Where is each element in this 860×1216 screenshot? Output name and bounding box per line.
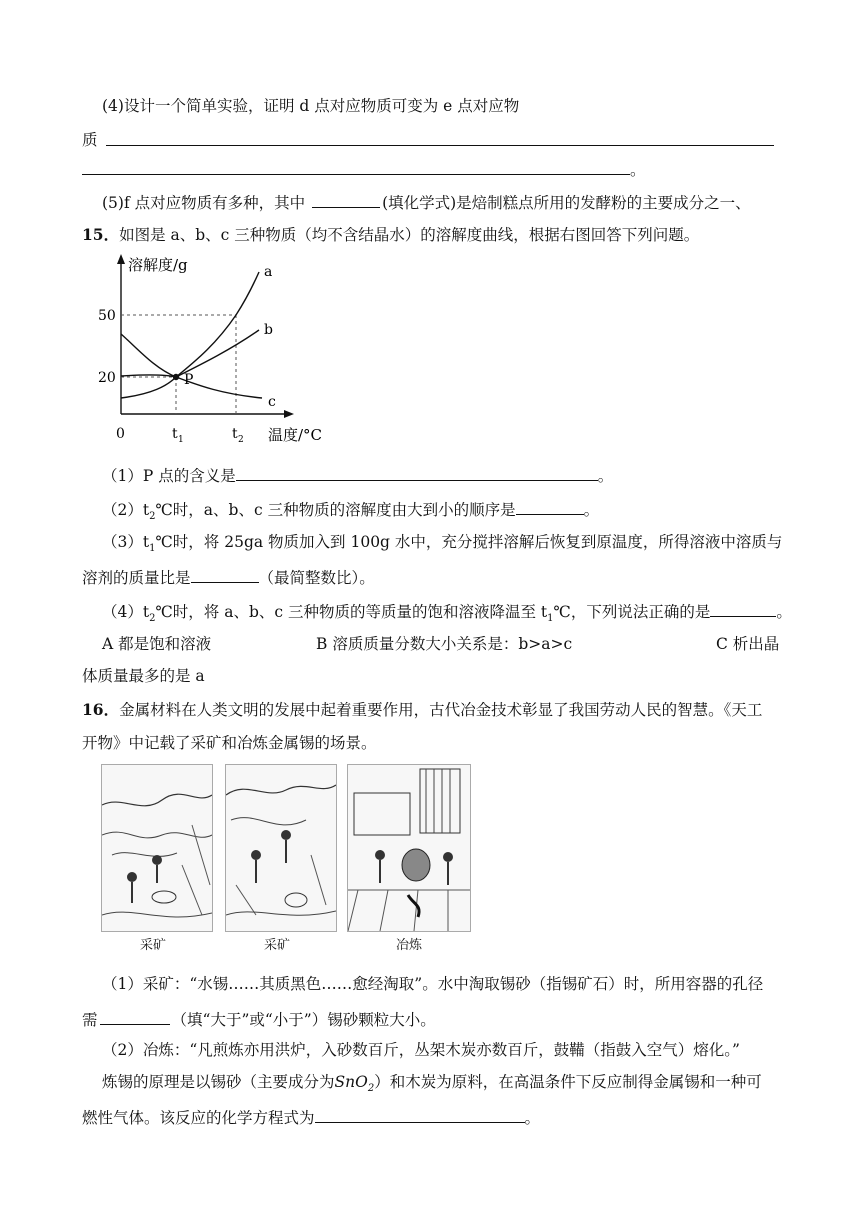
- caption-mining-1: 采矿: [140, 938, 167, 953]
- point-p-label: P: [184, 372, 194, 388]
- smelting-picture: [348, 765, 470, 931]
- q15-stem: 如图是 a、b、c 三种物质（均不含结晶水）的溶解度曲线，根据右图回答下列问题。: [119, 226, 700, 244]
- q16-s1-text-c: （填“大于”或“小于”）锡砂颗粒大小。: [171, 1011, 436, 1029]
- q15-s3-text-b: ℃时，将 25ga 物质加入到 100g 水中，充分搅拌溶解后恢复到原温度，所得溶液中溶质与: [155, 533, 783, 551]
- q15-option-c[interactable]: C 析出晶: [716, 635, 780, 653]
- q15-number: 15．: [82, 225, 120, 244]
- x-axis-label: 温度/°C: [268, 426, 323, 444]
- y-tick-20: 20: [98, 370, 116, 386]
- q14-p4-text: (4)设计一个简单实验，证明 d 点对应物质可变为 e 点对应物: [102, 97, 520, 115]
- q14-p4-cont: 质: [82, 131, 98, 149]
- q15-s4-blank[interactable]: [710, 600, 776, 617]
- curve-c: [121, 334, 262, 398]
- q15-s4-sub: 2: [149, 613, 156, 625]
- q15-s4-end: 。: [776, 603, 792, 621]
- q16-s3-line1: [102, 1072, 762, 1099]
- q16-s2: （2）冶炼：“凡煎炼亦用洪炉，入砂数百斤，丛架木炭亦数百斤，鼓鞴（指鼓入空气）熔化。”: [102, 1041, 740, 1059]
- q15-s3-blank[interactable]: [191, 566, 259, 583]
- y-axis-arrow: [117, 254, 125, 264]
- q15-s4-text-c: ℃，下列说法正确的是: [553, 603, 711, 621]
- mining-illustration-2: [225, 764, 337, 932]
- q15-s3-line2: [82, 566, 375, 588]
- x-tick-t1: t: [172, 426, 178, 442]
- q16-s3-line2-end: 。: [524, 1109, 541, 1127]
- x-tick-t2-sub: 2: [238, 435, 244, 445]
- q14-p5-text-a: (5)f 点对应物质有多种，其中: [102, 194, 306, 212]
- mining-illustration-1: [101, 764, 213, 932]
- q14-p4-end: 。: [630, 161, 646, 179]
- q15-s1: [102, 464, 613, 486]
- q15-s3-line1: [102, 532, 782, 559]
- mining-picture-2: [226, 765, 336, 931]
- q15-s2-text-b: ℃时，a、b、c 三种物质的溶解度由大到小的顺序是: [155, 501, 516, 519]
- q16-stem-2: 开物》中记载了采矿和冶炼金属锡的场景。: [82, 734, 377, 752]
- point-p: [173, 374, 179, 380]
- q15-s3-line2-text: 溶剂的质量比是: [82, 569, 191, 587]
- q15-s3-line2-end: （最简整数比）。: [258, 569, 375, 587]
- q15-option-a[interactable]: A 都是饱和溶液: [102, 635, 212, 653]
- q16-stem-1: 金属材料在人类文明的发展中起着重要作用，古代冶金技术彰显了我国劳动人民的智慧。《天工: [119, 701, 763, 719]
- q15-option-c-cont: 体质量最多的是 a: [82, 667, 205, 685]
- y-axis-label: 溶解度/g: [128, 256, 188, 274]
- mining-picture-1: [102, 765, 212, 931]
- q16-s1-blank[interactable]: [100, 1008, 170, 1025]
- q16-s3-blank[interactable]: [315, 1106, 525, 1123]
- q16-s3-line2: [82, 1106, 540, 1128]
- q16-s3-formula: SnO: [334, 1073, 368, 1091]
- q15-s1-blank[interactable]: [236, 464, 598, 481]
- solubility-chart: [92, 248, 342, 448]
- q14-p5-line: [102, 191, 751, 213]
- q14-p4-answer-line-1[interactable]: [106, 145, 774, 146]
- q14-p5-blank[interactable]: [312, 191, 380, 208]
- q15-s2-text-a: （2）t: [102, 501, 150, 519]
- curve-b-label: b: [264, 322, 273, 338]
- q15-s3-sub: 1: [149, 543, 156, 555]
- q14-p4-answer-line-2[interactable]: [82, 174, 630, 175]
- q15-s1-text: （1）P 点的含义是: [102, 467, 236, 485]
- q16-s3-text-a: 炼锡的原理是以锡砂（主要成分为: [102, 1073, 335, 1091]
- q15-s4-text-b: ℃时，将 a、b、c 三种物质的等质量的饱和溶液降温至 t: [155, 603, 548, 621]
- q16-s1-text-b: 需: [82, 1011, 98, 1029]
- q16-s1-line1: （1）采矿：“水锡……其质黑色……愈经淘取”。水中淘取锡砂（指锡矿石）时，所用容器的孔径: [102, 975, 764, 993]
- origin-label: 0: [116, 426, 125, 442]
- q15-s1-end: 。: [597, 467, 614, 485]
- caption-smelting: 冶炼: [396, 938, 423, 953]
- q15-s2-sub: 2: [149, 511, 156, 523]
- q16-s3-text-b: ）和木炭为原料，在高温条件下反应制得金属锡和一种可: [374, 1073, 762, 1091]
- q16-s1-line2: [82, 1008, 436, 1030]
- x-tick-t2: t: [232, 426, 238, 442]
- q16-stem-line1: [82, 700, 762, 720]
- q15-s2-end: 。: [583, 501, 600, 519]
- q15-s4-text-a: （4）t: [102, 603, 150, 621]
- q16-number: 16．: [82, 700, 120, 719]
- x-axis-arrow: [284, 410, 294, 418]
- q15-stem-line: [82, 225, 699, 245]
- q15-option-b[interactable]: B 溶质质量分数大小关系是：b>a>c: [316, 635, 573, 653]
- q14-p5-text-b: (填化学式)是焙制糕点所用的发酵粉的主要成分之一、: [382, 194, 751, 212]
- caption-mining-2: 采矿: [264, 938, 291, 953]
- q15-s4-sub2: 1: [547, 613, 554, 625]
- q15-s2: [102, 498, 599, 527]
- q15-s3-text-a: （3）t: [102, 533, 150, 551]
- q16-s3-formula-sub: 2: [367, 1083, 375, 1095]
- x-tick-t1-sub: 1: [178, 435, 184, 445]
- q15-s4: [102, 600, 792, 629]
- curve-c-label: c: [268, 394, 276, 410]
- curve-a-label: a: [264, 264, 273, 280]
- y-tick-50: 50: [98, 308, 116, 324]
- smelting-illustration: [347, 764, 471, 932]
- q15-s2-blank[interactable]: [516, 498, 584, 515]
- q16-s3-line2-text: 燃性气体。该反应的化学方程式为: [82, 1109, 315, 1127]
